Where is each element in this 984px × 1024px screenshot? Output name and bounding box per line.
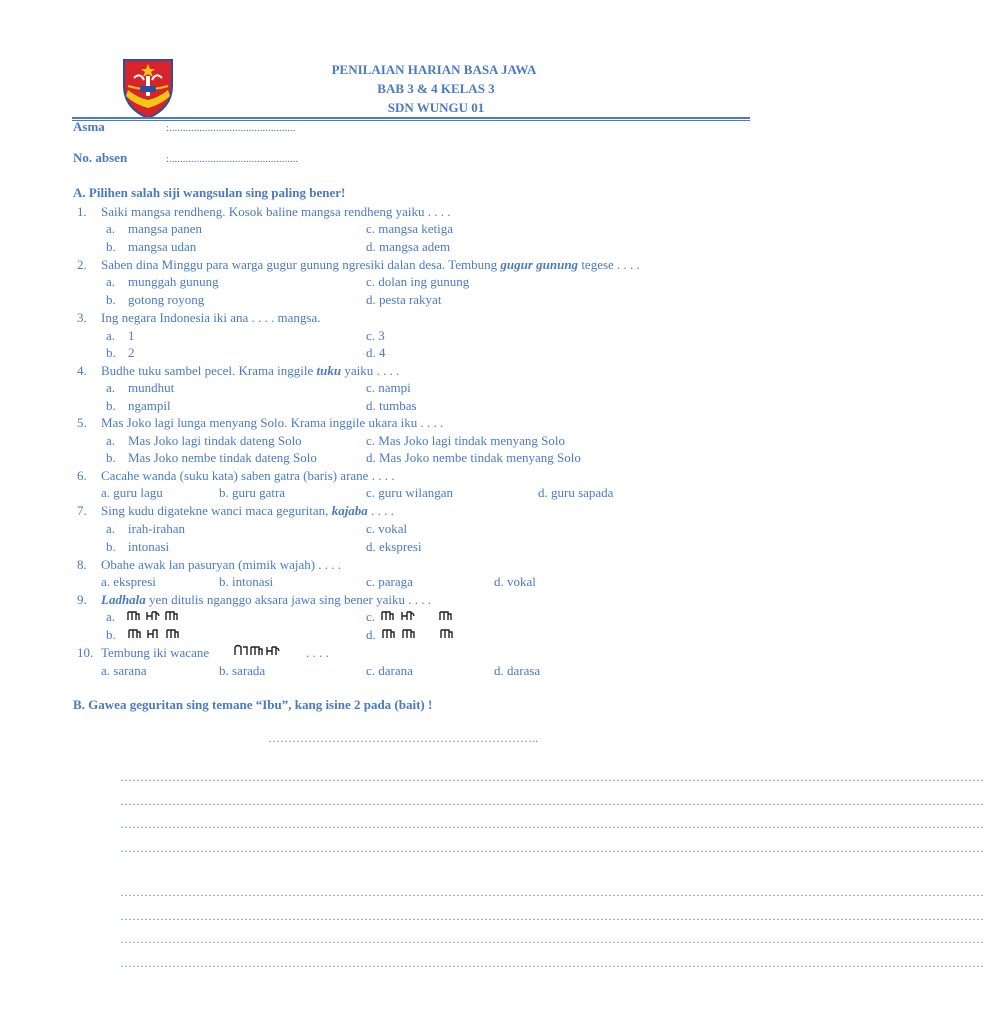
- option-c[interactable]: c. Mas Joko lagi tindak menyang Solo: [366, 433, 565, 448]
- question-number: 6.: [77, 468, 87, 483]
- question-text: Ing negara Indonesia iki ana . . . . mangsa.: [101, 310, 321, 325]
- option-b[interactable]: ngampil: [128, 398, 171, 413]
- option-letter: b.: [106, 450, 116, 465]
- option-a[interactable]: mangsa panen: [128, 221, 203, 236]
- poem-line-3[interactable]: ………………………………………………………………………………………………………………………………………………………………………………………………: [120, 817, 984, 831]
- option-d[interactable]: d. tumbas: [366, 398, 417, 413]
- option-b[interactable]: intonasi: [128, 539, 170, 554]
- option-c[interactable]: c. 3: [366, 328, 385, 343]
- page-title: PENILAIAN HARIAN BASA JAWA: [331, 62, 537, 77]
- page-subtitle-school: SDN WUNGU 01: [387, 100, 485, 115]
- option-c[interactable]: c. darana: [366, 663, 413, 678]
- question-text: Budhe tuku sambel pecel. Krama inggile tuku yaiku . . . .: [101, 363, 400, 378]
- question-number: 2.: [77, 257, 87, 272]
- question-text: Tembung iki wacane: [101, 645, 210, 660]
- option-c[interactable]: c. vokal: [366, 521, 408, 536]
- javanese-script-icon: [127, 628, 187, 640]
- option-c[interactable]: [366, 609, 466, 625]
- option-letter: c.: [366, 609, 376, 624]
- javanese-script-icon: [380, 610, 460, 622]
- option-b[interactable]: 2: [128, 345, 135, 360]
- option-d[interactable]: d. mangsa adem: [366, 239, 451, 254]
- option-c[interactable]: c. guru wilangan: [366, 485, 454, 500]
- question-text: Saiki mangsa rendheng. Kosok baline mangsa rendheng yaiku . . . .: [101, 204, 451, 219]
- option-letter: b.: [106, 292, 116, 307]
- poem-line-4[interactable]: ………………………………………………………………………………………………………………………………………………………………………………………………: [120, 841, 984, 855]
- javanese-script-icon: [381, 628, 461, 640]
- poem-line-1[interactable]: ………………………………………………………………………………………………………………………………………………………………………………………………: [120, 770, 984, 784]
- question-text: Obahe awak lan pasuryan (mimik wajah) . . . .: [101, 557, 342, 572]
- option-c[interactable]: c. paraga: [366, 574, 413, 589]
- option-a[interactable]: a. sarana: [101, 663, 147, 678]
- question-text: Ladhala yen ditulis nganggo aksara jawa sing bener yaiku . . . .: [101, 592, 432, 607]
- header-divider: [72, 117, 750, 119]
- poem-line-8[interactable]: ………………………………………………………………………………………………………………………………………………………………………………………………: [120, 956, 984, 970]
- question-number: 4.: [77, 363, 87, 378]
- question-number: 1.: [77, 204, 87, 219]
- asma-label: Asma: [73, 119, 105, 134]
- option-d[interactable]: d. Mas Joko nembe tindak menyang Solo: [366, 450, 581, 465]
- option-b[interactable]: b. guru gatra: [219, 485, 286, 500]
- option-b[interactable]: gotong royong: [128, 292, 205, 307]
- option-b[interactable]: [106, 627, 193, 643]
- question-dots: . . . .: [306, 645, 329, 660]
- option-d[interactable]: [366, 627, 467, 643]
- option-d[interactable]: d. 4: [366, 345, 386, 360]
- question-text: Sing kudu digatekne wanci maca geguritan, kajaba . . . .: [101, 503, 394, 518]
- option-b[interactable]: b. intonasi: [219, 574, 274, 589]
- option-letter: a.: [106, 521, 116, 536]
- javanese-script-icon: [126, 610, 186, 622]
- option-a[interactable]: Mas Joko lagi tindak dateng Solo: [128, 433, 302, 448]
- option-letter: b.: [106, 539, 116, 554]
- option-letter: d.: [366, 627, 376, 642]
- option-d[interactable]: d. darasa: [494, 663, 541, 678]
- poem-line-5[interactable]: ………………………………………………………………………………………………………………………………………………………………………………………………: [120, 885, 984, 899]
- option-d[interactable]: d. pesta rakyat: [366, 292, 442, 307]
- question-number: 10.: [77, 645, 94, 660]
- option-a[interactable]: 1: [128, 328, 135, 343]
- poem-line-6[interactable]: ………………………………………………………………………………………………………………………………………………………………………………………………: [120, 909, 984, 923]
- question-text: Saben dina Minggu para warga gugur gunung ngresiki dalan desa. Tembung gugur gunung tegese . . . .: [101, 257, 640, 272]
- option-letter: a.: [106, 274, 116, 289]
- option-d[interactable]: d. ekspresi: [366, 539, 422, 554]
- option-letter: b.: [106, 398, 116, 413]
- question-number: 3.: [77, 310, 87, 325]
- option-c[interactable]: c. dolan ing gunung: [366, 274, 470, 289]
- absen-field[interactable]: :...............................................: [166, 153, 299, 165]
- section-b-title: B. Gawea geguritan sing temane “Ibu”, kang isine 2 pada (bait) !: [73, 697, 433, 712]
- option-d[interactable]: d. vokal: [494, 574, 536, 589]
- option-letter: a.: [106, 380, 116, 395]
- option-a[interactable]: mundhut: [128, 380, 175, 395]
- option-a[interactable]: [106, 609, 192, 625]
- option-b[interactable]: Mas Joko nembe tindak dateng Solo: [128, 450, 317, 465]
- poem-line-7[interactable]: ………………………………………………………………………………………………………………………………………………………………………………………………: [120, 932, 984, 946]
- question-number: 9.: [77, 592, 87, 607]
- question-number: 7.: [77, 503, 87, 518]
- option-c[interactable]: c. nampi: [366, 380, 411, 395]
- page-subtitle-bab: BAB 3 & 4 KELAS 3: [377, 81, 495, 96]
- section-a-title: A. Pilihen salah siji wangsulan sing paling bener!: [73, 185, 346, 200]
- question-number: 8.: [77, 557, 87, 572]
- option-a[interactable]: a. guru lagu: [101, 485, 163, 500]
- option-letter: b.: [106, 239, 116, 254]
- option-a[interactable]: irah-irahan: [128, 521, 186, 536]
- option-letter: a.: [106, 609, 116, 624]
- asma-field[interactable]: :..............................................: [166, 122, 296, 134]
- option-b[interactable]: b. sarada: [219, 663, 266, 678]
- poem-line-2[interactable]: ………………………………………………………………………………………………………………………………………………………………………………………………: [120, 794, 984, 808]
- option-letter: b.: [106, 345, 116, 360]
- option-b[interactable]: mangsa udan: [128, 239, 197, 254]
- question-text: Mas Joko lagi lunga menyang Solo. Krama inggile ukara iku . . . .: [101, 415, 444, 430]
- option-letter: a.: [106, 433, 116, 448]
- poem-title-line[interactable]: …………………………………………………………..: [268, 731, 538, 745]
- option-d[interactable]: d. guru sapada: [538, 485, 614, 500]
- option-letter: b.: [106, 627, 116, 642]
- option-letter: a.: [106, 221, 116, 236]
- javanese-word-icon: [233, 643, 285, 663]
- option-letter: a.: [106, 328, 116, 343]
- option-c[interactable]: c. mangsa ketiga: [366, 221, 453, 236]
- question-number: 5.: [77, 415, 87, 430]
- absen-label: No. absen: [73, 150, 128, 165]
- option-a[interactable]: munggah gunung: [128, 274, 219, 289]
- question-text: Cacahe wanda (suku kata) saben gatra (baris) arane . . . .: [101, 468, 395, 483]
- option-a[interactable]: a. ekspresi: [101, 574, 156, 589]
